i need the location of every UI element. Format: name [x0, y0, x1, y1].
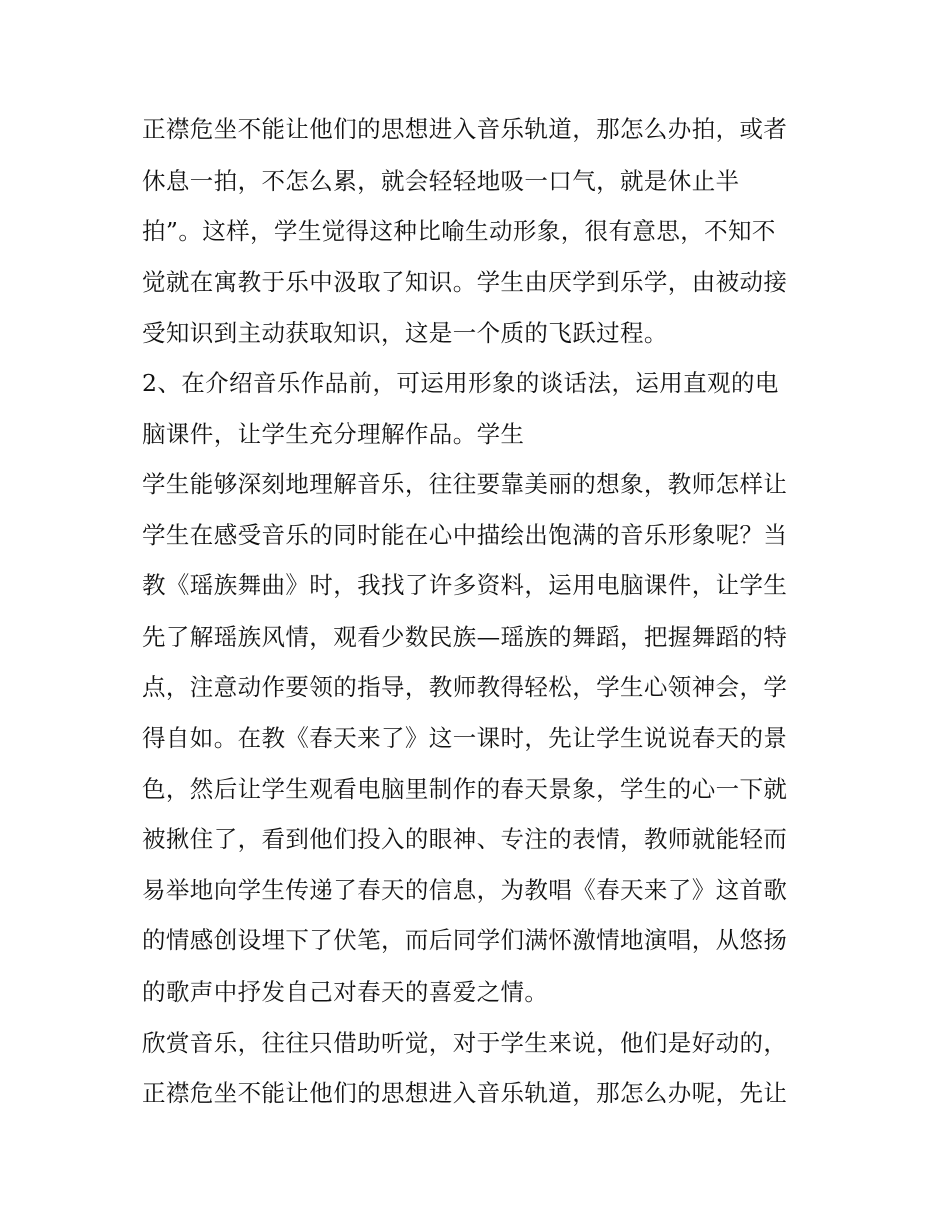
text-line: 点，注意动作要领的指导，教师教得轻松，学生心领神会，学 [142, 673, 788, 701]
text-line: 的情感创设埋下了伏笔，而后同学们满怀激情地演唱，从悠扬 [142, 926, 788, 954]
text-line: 学生在感受音乐的同时能在心中描绘出饱满的音乐形象呢？当 [142, 521, 788, 549]
text-line: 休息一拍，不怎么累，就会轻轻地吸一口气，就是休止半 [142, 167, 740, 195]
text-line: 受知识到主动获取知识，这是一个质的飞跃过程。 [142, 319, 668, 347]
text-line: 教《瑶族舞曲》时，我找了许多资料，运用电脑课件，让学生 [142, 571, 788, 599]
text-line: 欣赏音乐，往往只借助听觉，对于学生来说，他们是好动的， [142, 1029, 788, 1057]
text-line: 脑课件，让学生充分理解作品。学生 [142, 420, 525, 448]
text-line: 的歌声中抒发自己对春天的喜爱之情。 [142, 978, 549, 1006]
text-line: 色，然后让学生观看电脑里制作的春天景象，学生的心一下就 [142, 775, 788, 803]
text-line: 拍”。这样，学生觉得这种比喻生动形象，很有意思，不知不 [142, 217, 776, 245]
text-line: 得自如。在教《春天来了》这一课时，先让学生说说春天的景 [142, 724, 788, 752]
text-line: 觉就在寓教于乐中汲取了知识。学生由厌学到乐学，由被动接 [142, 268, 788, 296]
text-line: 正襟危坐不能让他们的思想进入音乐轨道，那怎么办呢，先让 [142, 1079, 788, 1107]
text-line: 2、在介绍音乐作品前，可运用形象的谈话法，运用直观的电 [142, 369, 779, 397]
text-line: 易举地向学生传递了春天的信息，为教唱《春天来了》这首歌 [142, 876, 788, 904]
text-line: 正襟危坐不能让他们的思想进入音乐轨道，那怎么办拍，或者 [142, 115, 788, 143]
text-line: 学生能够深刻地理解音乐，往往要靠美丽的想象，教师怎样让 [142, 470, 788, 498]
text-line: 被揪住了，看到他们投入的眼神、专注的表情，教师就能轻而 [142, 825, 788, 853]
text-line: 先了解瑶族风情，观看少数民族—瑶族的舞蹈，把握舞蹈的特 [142, 623, 788, 651]
